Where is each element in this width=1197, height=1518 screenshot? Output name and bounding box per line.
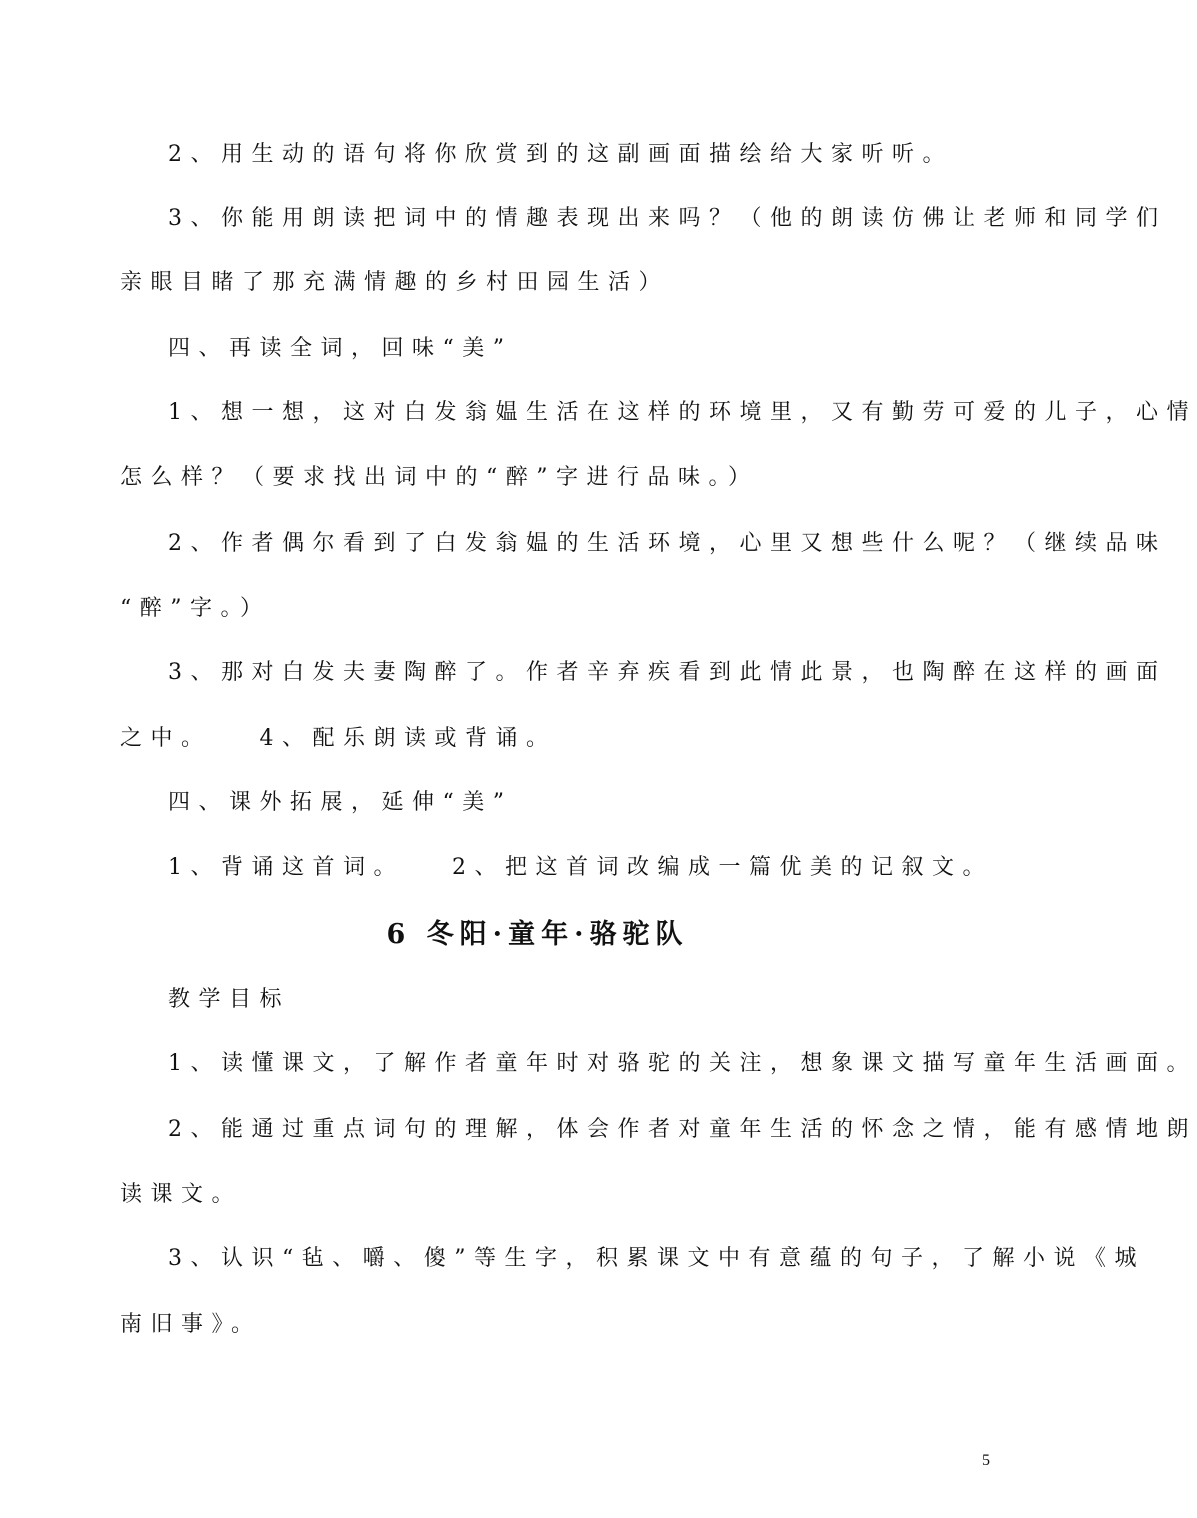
lesson-title: 6 冬阳·童年·骆驼队 (386, 919, 689, 950)
page-number: 5 (982, 1452, 990, 1469)
paragraph-line: 2、用生动的语句将你欣赏到的这副画面描绘给大家听听。 (168, 142, 953, 167)
paragraph-line: 亲眼目睹了那充满情趣的乡村田园生活） (120, 270, 670, 295)
paragraph-line: 3、那对白发夫妻陶醉了。作者辛弃疾看到此情此景，也陶醉在这样的画面 (168, 660, 1167, 685)
paragraph-text: 1、背诵这首词。 (168, 855, 404, 880)
objective-line: 1、读懂课文，了解作者童年时对骆驼的关注，想象课文描写童年生活画面。 (168, 1051, 1197, 1076)
paragraph-line: 2、作者偶尔看到了白发翁媪的生活环境，心里又想些什么呢？（继续品味 (168, 531, 1167, 556)
objective-line: 2、能通过重点词句的理解，体会作者对童年生活的怀念之情，能有感情地朗 (168, 1117, 1197, 1142)
paragraph-line: 1、想一想，这对白发翁媪生活在这样的环境里，又有勤劳可爱的儿子，心情 (168, 400, 1197, 425)
section-heading: 教学目标 (168, 987, 291, 1012)
paragraph-text: 4、配乐朗读或背诵。 (259, 726, 557, 751)
objective-line: 读课文。 (120, 1182, 243, 1207)
paragraph-line (168, 853, 993, 883)
section-heading: 四、再读全词，回味“美” (168, 336, 513, 361)
paragraph-line: 怎么样？（要求找出词中的“醉”字进行品味。） (120, 465, 759, 490)
paragraph-line: 3、你能用朗读把词中的情趣表现出来吗？（他的朗读仿佛让老师和同学们 (168, 206, 1167, 231)
paragraph-text: 之中。 (120, 726, 212, 751)
paragraph-text: 2、把这首词改编成一篇优美的记叙文。 (452, 855, 993, 880)
objective-line: 3、认识“毡、嚼、傻”等生字，积累课文中有意蕴的句子，了解小说《城 (168, 1246, 1145, 1271)
paragraph-line: “醉”字。） (120, 596, 271, 621)
section-heading: 四、课外拓展，延伸“美” (168, 790, 513, 815)
paragraph-line (120, 724, 557, 754)
objective-line: 南旧事》。 (120, 1312, 262, 1337)
